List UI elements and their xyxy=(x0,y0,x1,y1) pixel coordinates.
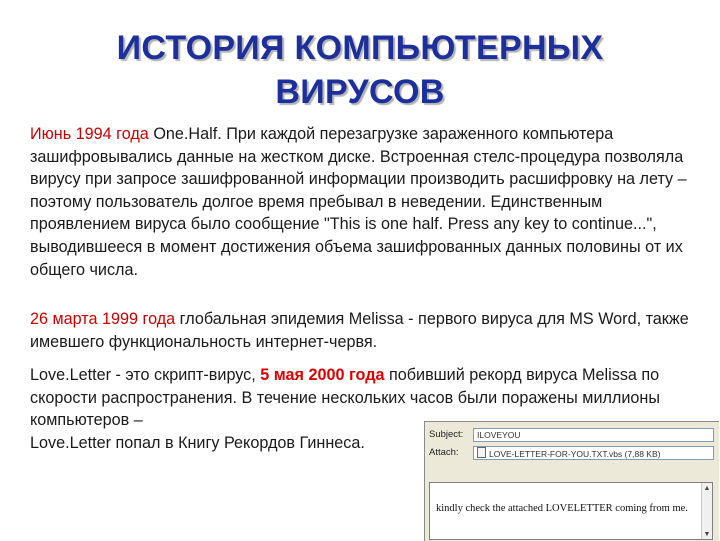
email-body-text: kindly check the attached LOVELETTER coming from me. xyxy=(436,503,688,514)
scroll-up-icon: ▲ xyxy=(703,484,711,492)
subject-label: Subject: xyxy=(429,429,464,440)
attach-filename: LOVE-LETTER-FOR-YOU.TXT.vbs (7,88 KB) xyxy=(489,449,661,459)
title-line-2: ВИРУСОВ xyxy=(275,73,445,111)
onehalf-description: . При каждой перезагрузке зараженного компьютера зашифровывались данные на жестком диске. Встроенная стелс-процедура позволяла вирусу при запросе зашифрованной информации производить расшифровку на лету – поэтому пользователь долгое время пребывал в неведении. Единственным проявлением вируса было сообщение "This is one half. Press any key to continue...", выводившееся в момент достижения объема зашифрованных данных половины от их общего числа. xyxy=(30,125,687,279)
virus-name-melissa: Melissa xyxy=(348,310,404,328)
virus-name-onehalf: One.Half xyxy=(153,125,218,143)
loveletter-email-screenshot xyxy=(424,421,719,541)
date-march-1999: 26 марта 1999 года xyxy=(30,310,176,328)
file-icon xyxy=(477,447,486,458)
date-june-1994: Июнь 1994 года xyxy=(30,125,149,143)
loveletter-text-before: - это скрипт-вирус, xyxy=(111,366,261,384)
paragraph-melissa xyxy=(30,308,702,353)
attach-field xyxy=(473,446,714,460)
melissa-text-after: - первого вируса для MS Word, также имевшего функциональность интернет-червя. xyxy=(30,310,689,351)
loveletter-text-last: Love.Letter попал в Книгу Рекордов Гиннеса. xyxy=(30,433,365,452)
virus-name-loveletter: Love.Letter xyxy=(30,366,111,384)
date-may-2000: 5 мая 2000 года xyxy=(260,366,385,384)
attach-label: Attach: xyxy=(429,447,459,458)
scroll-down-icon: ▼ xyxy=(703,530,711,538)
title-line-1: ИСТОРИЯ КОМПЬЮТЕРНЫХ xyxy=(116,29,604,67)
loveletter-text-after: побивший рекорд вируса Melissa по скорости распространения. В течение нескольких часов были поражены миллионы компьютеров – xyxy=(30,366,660,430)
melissa-text-before: глобальная эпидемия xyxy=(175,310,349,328)
subject-field: ILOVEYOU xyxy=(473,428,714,442)
email-scrollbar xyxy=(701,483,712,539)
email-subject-row xyxy=(429,428,717,442)
paragraph-onehalf xyxy=(30,123,702,281)
email-body xyxy=(429,482,713,540)
email-attach-row xyxy=(429,446,717,460)
page-title xyxy=(0,26,720,114)
